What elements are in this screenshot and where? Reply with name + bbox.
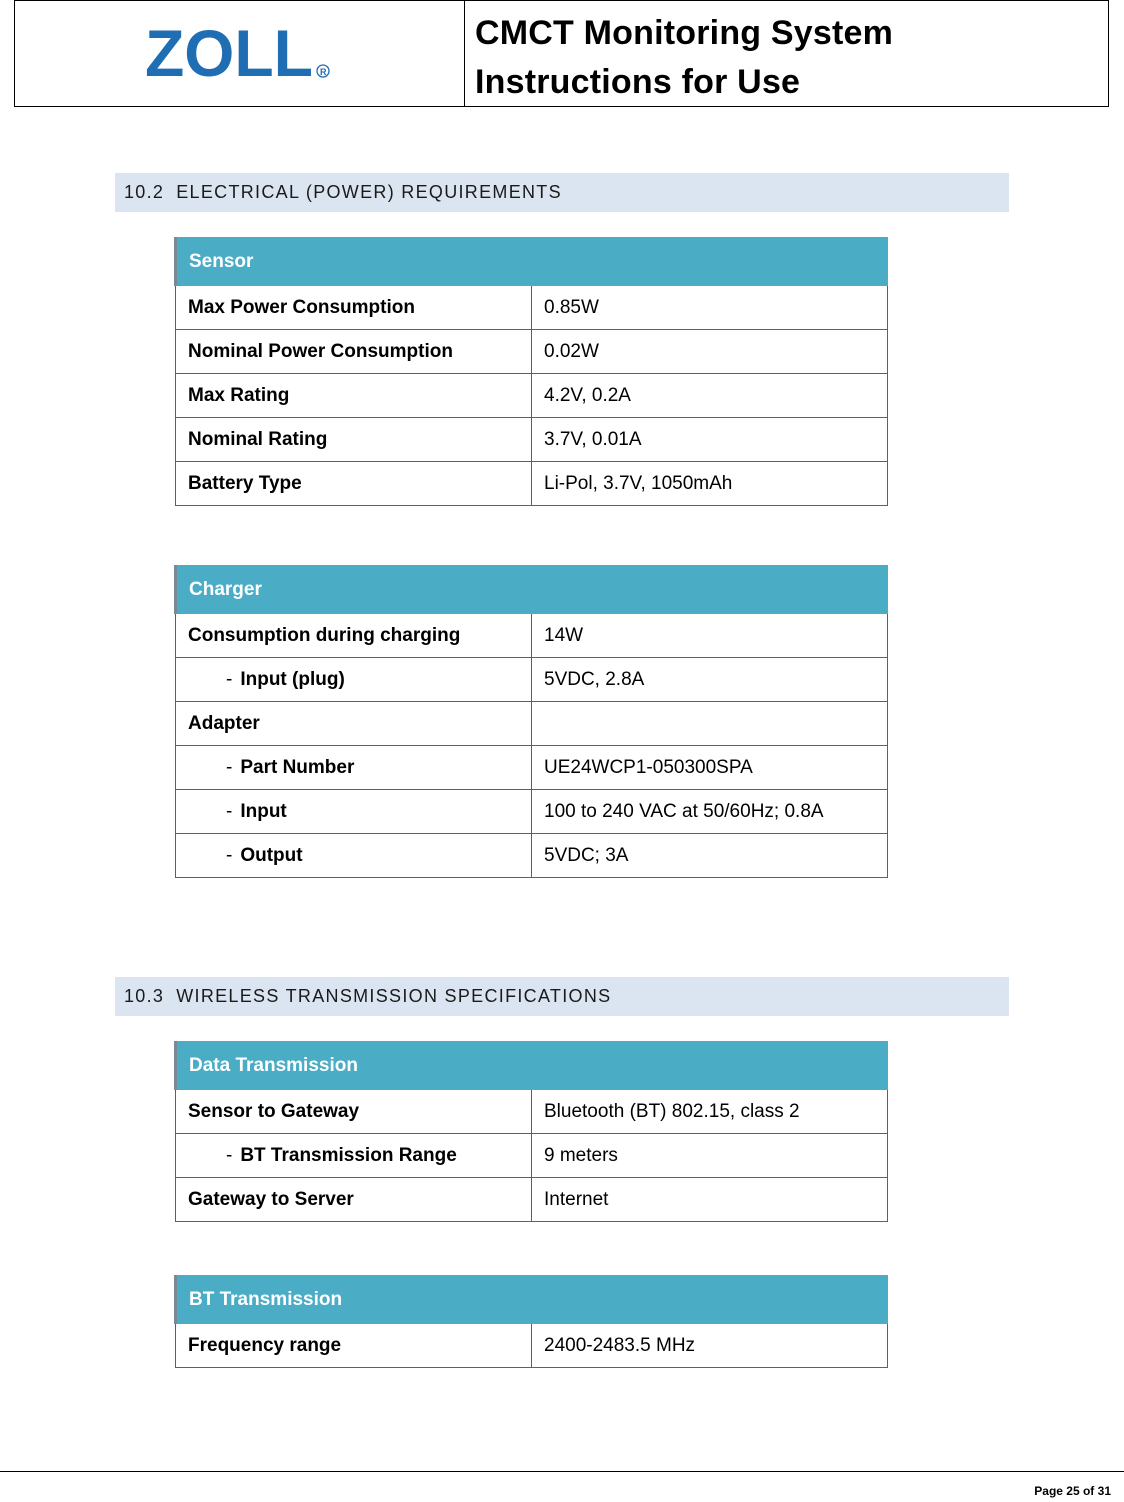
row-value: UE24WCP1-050300SPA [532,746,888,790]
table-header-row [176,1276,888,1324]
row-label: Adapter [176,702,532,746]
row-value: 3.7V, 0.01A [532,418,888,462]
sub-item-marker: - [226,1144,233,1166]
row-label-sub: - Input [176,790,532,834]
row-label: Gateway to Server [176,1178,532,1222]
footer-divider [0,1471,1124,1472]
sub-item-marker: - [226,800,233,822]
table-row [176,418,888,462]
row-value: 4.2V, 0.2A [532,374,888,418]
row-label: Consumption during charging [176,614,532,658]
sensor-table [174,237,888,506]
table-header-row [176,1042,888,1090]
row-label: Frequency range [176,1324,532,1368]
page-number: Page 25 of 31 [1034,1484,1111,1498]
row-value: Bluetooth (BT) 802.15, class 2 [532,1090,888,1134]
title-line-1: CMCT Monitoring System [475,14,894,52]
table-row [176,1090,888,1134]
table-row [176,658,888,702]
row-label: Nominal Rating [176,418,532,462]
document-title [465,1,893,106]
section-number: 10.2 [124,182,165,202]
table-row [176,1324,888,1368]
section-heading-wireless [115,977,1009,1016]
section-title: ELECTRICAL (POWER) REQUIREMENTS [176,182,562,202]
row-label: Max Rating [176,374,532,418]
sub-item-marker: - [226,668,233,690]
table-row [176,614,888,658]
table-title: Data Transmission [176,1042,888,1090]
section-heading-electrical [115,173,1009,212]
table-row [176,374,888,418]
table-row [176,834,888,878]
table-header-row [176,238,888,286]
table-title: Sensor [176,238,888,286]
document-header [14,0,1109,107]
row-label: Nominal Power Consumption [176,330,532,374]
zoll-logo [145,24,335,84]
row-label-sub: - BT Transmission Range [176,1134,532,1178]
logo-cell [15,1,465,106]
row-value [532,702,888,746]
sub-item-marker: - [226,756,233,778]
row-value: 0.02W [532,330,888,374]
table-title: BT Transmission [176,1276,888,1324]
row-value: 5VDC, 2.8A [532,658,888,702]
row-label-sub: - Input (plug) [176,658,532,702]
row-value: 9 meters [532,1134,888,1178]
table-title: Charger [176,566,888,614]
row-value: 0.85W [532,286,888,330]
logo-wordmark: ZOLL [144,23,313,84]
section-title: WIRELESS TRANSMISSION SPECIFICATIONS [176,986,612,1006]
row-label-sub: - Part Number [176,746,532,790]
table-row [176,1178,888,1222]
table-row [176,286,888,330]
row-label: Sensor to Gateway [176,1090,532,1134]
row-value: 100 to 240 VAC at 50/60Hz; 0.8A [532,790,888,834]
row-label: Max Power Consumption [176,286,532,330]
table-header-row [176,566,888,614]
data-transmission-table [174,1041,888,1222]
row-label: Battery Type [176,462,532,506]
row-value: Li-Pol, 3.7V, 1050mAh [532,462,888,506]
table-row [176,790,888,834]
row-label-sub: - Output [176,834,532,878]
svg-text:R: R [319,66,326,77]
table-row [176,330,888,374]
row-value: Internet [532,1178,888,1222]
section-number: 10.3 [124,986,165,1006]
charger-table [174,565,888,878]
title-line-2: Instructions for Use [475,63,801,101]
row-value: 2400-2483.5 MHz [532,1324,888,1368]
row-value: 5VDC; 3A [532,834,888,878]
sub-item-marker: - [226,844,233,866]
table-row [176,462,888,506]
table-row [176,746,888,790]
table-row [176,1134,888,1178]
table-row [176,702,888,746]
bt-transmission-table [174,1275,888,1368]
row-value: 14W [532,614,888,658]
